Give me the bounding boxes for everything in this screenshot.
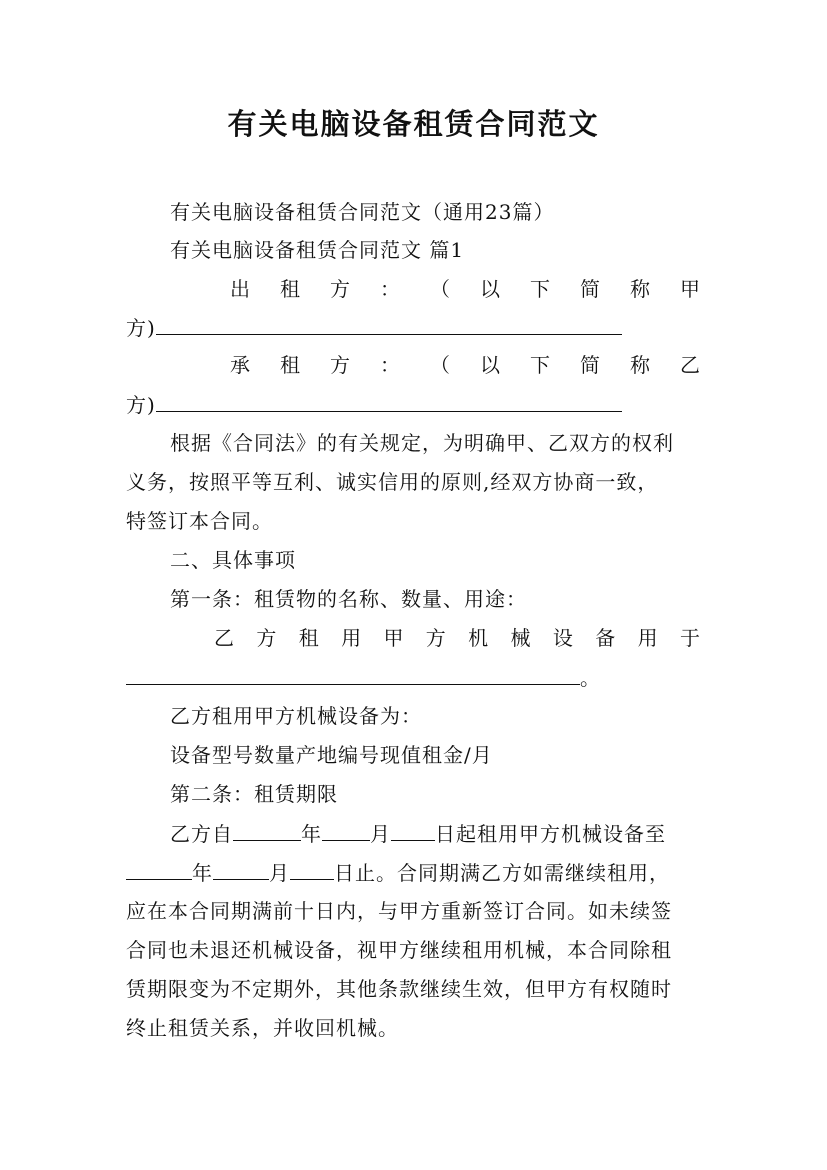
lease-start-suffix: 日起租用甲方机械设备至 — [435, 822, 666, 846]
lessor-fill-line — [126, 312, 701, 342]
char: 称 — [630, 277, 651, 301]
paragraph-line: 应在本合同期满前十日内，与甲方重新签订合同。如未续签 — [126, 899, 672, 923]
paragraph-line: 义务，按照平等互利、诚实信用的原则,经双方协商一致， — [126, 470, 659, 494]
char: 用 — [637, 626, 659, 650]
char: 租 — [280, 277, 301, 301]
purpose-blank[interactable] — [126, 662, 580, 685]
lease-start-line — [170, 818, 701, 848]
char: 备 — [595, 626, 617, 650]
char: 下 — [530, 353, 551, 377]
char: 租 — [280, 353, 301, 377]
section-heading-1: 有关电脑设备租赁合同范文 篇1 — [170, 238, 465, 262]
char: 租 — [298, 626, 320, 650]
paragraph-line: 特签订本合同。 — [126, 509, 273, 533]
char: 械 — [510, 626, 532, 650]
month-label: 月 — [269, 861, 290, 885]
char: 方 — [256, 626, 278, 650]
char: 承 — [230, 353, 251, 377]
paragraph-line: 合同也未退还机械设备，视甲方继续租用机械，本合同除租 — [126, 938, 672, 962]
char: 以 — [480, 277, 501, 301]
char: 简 — [580, 353, 601, 377]
char: 方 — [330, 277, 351, 301]
document-title: 有关电脑设备租赁合同范文 — [227, 107, 600, 141]
char: （ — [430, 353, 451, 377]
end-day-blank[interactable] — [290, 857, 334, 880]
end-month-blank[interactable] — [213, 857, 269, 880]
end-year-blank[interactable] — [126, 857, 192, 880]
lease-start-prefix: 乙方自 — [170, 822, 233, 846]
paragraph-line: 终止租赁关系，并收回机械。 — [126, 1016, 399, 1040]
lease-end-suffix: 日止。合同期满乙方如需继续租用， — [334, 861, 670, 885]
start-day-blank[interactable] — [391, 818, 435, 841]
start-month-blank[interactable] — [322, 818, 370, 841]
char: 设 — [552, 626, 574, 650]
section-heading-2: 二、具体事项 — [170, 548, 296, 572]
char: （ — [430, 277, 451, 301]
lessee-fill-line — [126, 389, 701, 419]
lessee-blank[interactable] — [156, 389, 622, 412]
year-label: 年 — [192, 861, 213, 885]
char: 甲 — [383, 626, 405, 650]
article-1-heading: 第一条：租赁物的名称、数量、用途： — [170, 587, 527, 611]
char: 乙 — [680, 353, 701, 377]
char: 出 — [230, 277, 251, 301]
year-label: 年 — [301, 822, 322, 846]
char: 以 — [480, 353, 501, 377]
char: 下 — [530, 277, 551, 301]
char: 机 — [468, 626, 490, 650]
paragraph-line: 根据《合同法》的有关规定，为明确甲、乙双方的权利 — [170, 431, 674, 455]
start-year-blank[interactable] — [233, 818, 301, 841]
lessee-label-line — [230, 350, 701, 380]
lessor-blank[interactable] — [156, 312, 622, 335]
lessor-fill-prefix: 方) — [126, 316, 156, 340]
char: ： — [380, 353, 401, 377]
purpose-period: 。 — [580, 666, 601, 690]
purpose-fill-line — [126, 662, 701, 692]
equipment-columns: 设备型号数量产地编号现值租金/月 — [170, 743, 493, 767]
lessor-label-line — [230, 274, 701, 304]
char: 乙 — [214, 626, 235, 650]
char: 于 — [679, 626, 701, 650]
lease-end-line — [126, 857, 701, 887]
char: ： — [380, 277, 401, 301]
char: 称 — [630, 353, 651, 377]
char: 用 — [341, 626, 363, 650]
article-2-heading: 第二条：租赁期限 — [170, 782, 338, 806]
equipment-intro: 乙方租用甲方机械设备为： — [170, 704, 422, 728]
paragraph-line: 赁期限变为不定期外，其他条款继续生效，但甲方有权随时 — [126, 977, 672, 1001]
char: 简 — [580, 277, 601, 301]
subtitle-line: 有关电脑设备租赁合同范文（通用23篇） — [170, 200, 555, 224]
char: 方 — [425, 626, 447, 650]
lessee-fill-prefix: 方) — [126, 393, 156, 417]
char: 甲 — [680, 277, 701, 301]
month-label: 月 — [370, 822, 391, 846]
char: 方 — [330, 353, 351, 377]
article-1-purpose-line — [214, 623, 701, 653]
